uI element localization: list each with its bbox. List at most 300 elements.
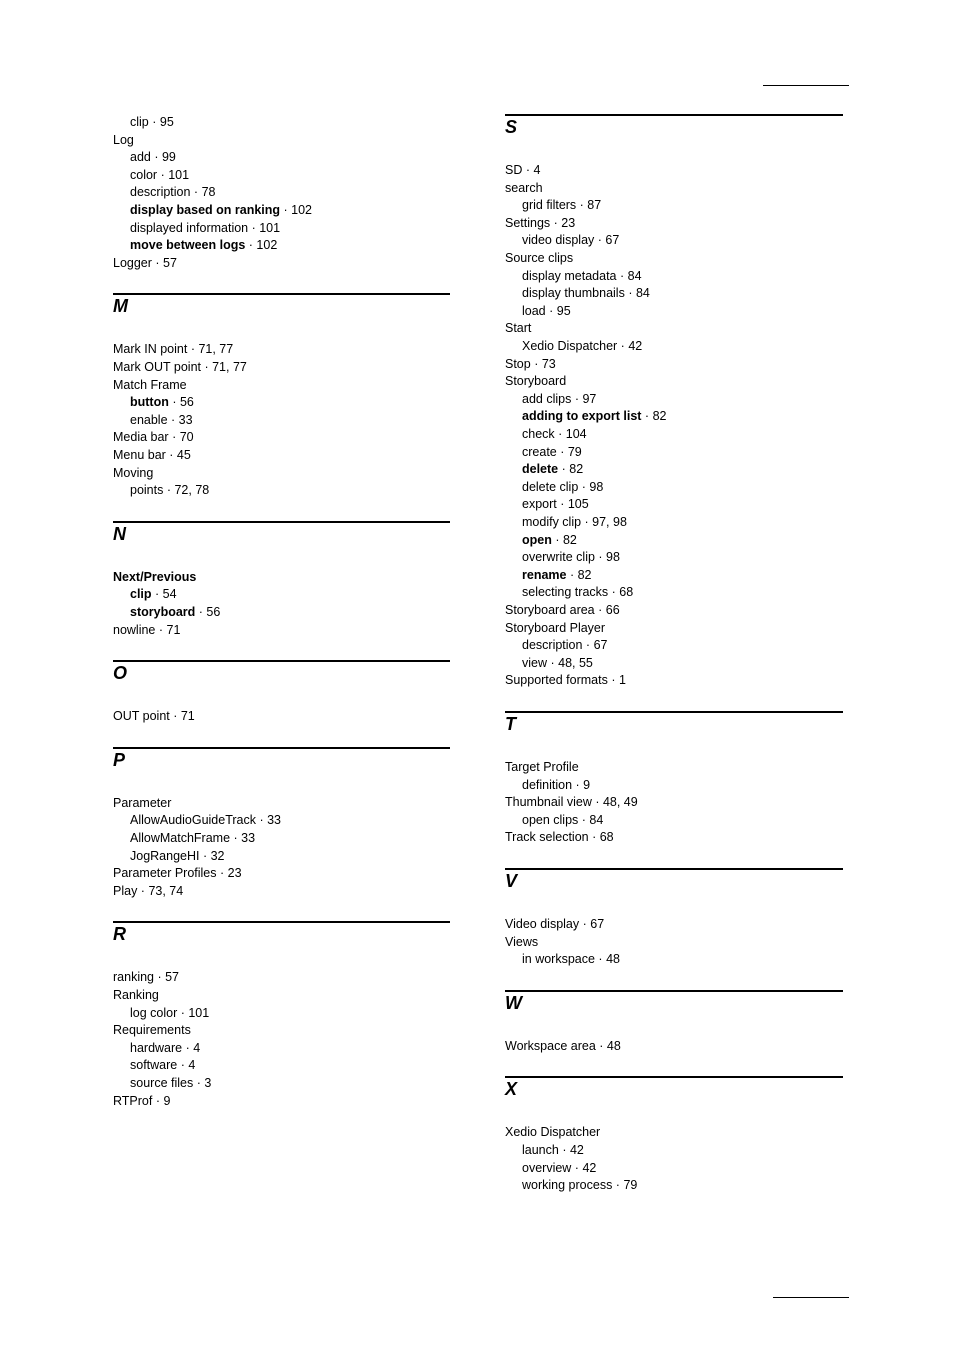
section-letter: O bbox=[113, 663, 128, 684]
index-term: RTProf bbox=[113, 1093, 153, 1108]
page-numbers: 102 bbox=[256, 238, 278, 253]
index-subentry bbox=[522, 408, 666, 425]
index-term: add clips bbox=[522, 391, 572, 406]
index-term: SD bbox=[505, 163, 523, 177]
index-term: Video display bbox=[505, 917, 580, 931]
index-subentry bbox=[522, 567, 592, 584]
page-numbers: 4 bbox=[193, 1040, 201, 1055]
index-entry bbox=[505, 373, 566, 390]
section-letter: P bbox=[113, 749, 126, 770]
page-separator: · bbox=[137, 883, 149, 898]
index-term: display thumbnails bbox=[522, 286, 625, 301]
index-entry bbox=[113, 708, 195, 725]
section-rule bbox=[505, 868, 843, 870]
index-term: move between logs bbox=[130, 238, 246, 253]
index-term: rename bbox=[522, 567, 567, 582]
section-rule bbox=[113, 921, 450, 923]
page-numbers: 9 bbox=[583, 777, 591, 792]
page-separator: · bbox=[547, 655, 559, 670]
page-numbers: 42 bbox=[582, 1160, 597, 1175]
page-separator: · bbox=[151, 587, 163, 602]
page-numbers: 23 bbox=[561, 215, 576, 230]
index-entry bbox=[113, 465, 153, 482]
page-numbers: 67 bbox=[590, 917, 605, 931]
index-subentry bbox=[522, 232, 619, 249]
page-separator: · bbox=[608, 585, 620, 600]
index-entry bbox=[113, 377, 187, 394]
page-numbers: 78 bbox=[201, 185, 216, 200]
index-term: Target Profile bbox=[505, 760, 579, 774]
index-entry bbox=[113, 795, 171, 812]
page-numbers: 79 bbox=[623, 1178, 638, 1193]
index-entry bbox=[505, 934, 538, 951]
page-numbers: 84 bbox=[627, 268, 642, 283]
footer-rule bbox=[773, 1297, 849, 1298]
index-term: Media bar bbox=[113, 430, 169, 445]
page-numbers: 71 bbox=[180, 709, 195, 724]
index-subentry bbox=[130, 604, 220, 621]
page-numbers: 82 bbox=[652, 409, 667, 424]
page-separator: · bbox=[195, 605, 207, 619]
index-subentry bbox=[522, 514, 627, 531]
page-numbers: 23 bbox=[227, 866, 242, 881]
index-term: Storyboard bbox=[505, 374, 567, 389]
page-numbers: 56 bbox=[179, 395, 194, 410]
page-separator: · bbox=[566, 567, 578, 582]
page-numbers: 56 bbox=[206, 605, 221, 619]
page-separator: · bbox=[572, 777, 584, 792]
index-term: enable bbox=[130, 412, 168, 427]
page-separator: · bbox=[576, 198, 588, 213]
index-subentry bbox=[130, 830, 255, 847]
page-numbers: 67 bbox=[593, 638, 608, 653]
index-subentry bbox=[130, 586, 177, 603]
index-subentry bbox=[130, 220, 280, 237]
index-term: Xedio Dispatcher bbox=[522, 339, 618, 353]
page-separator: · bbox=[157, 167, 169, 182]
index-term: Thumbnail view bbox=[505, 795, 592, 810]
page-separator: · bbox=[168, 395, 180, 410]
page-separator: · bbox=[187, 342, 199, 357]
page-numbers: 95 bbox=[159, 115, 174, 129]
page-numbers: 45 bbox=[176, 448, 191, 462]
index-entry bbox=[505, 916, 604, 933]
index-entry bbox=[505, 794, 638, 811]
page-separator: · bbox=[578, 479, 590, 494]
page-separator: · bbox=[594, 952, 607, 967]
page-separator: · bbox=[530, 356, 542, 371]
index-term: Supported formats bbox=[505, 673, 608, 688]
section-rule bbox=[505, 114, 843, 116]
index-subentry bbox=[130, 167, 189, 184]
index-subentry bbox=[522, 197, 601, 214]
page-separator: · bbox=[545, 303, 557, 318]
page-numbers: 98 bbox=[606, 550, 620, 565]
index-term: clip bbox=[130, 587, 152, 602]
index-term: selecting tracks bbox=[522, 585, 609, 600]
page-numbers: 9 bbox=[163, 1093, 171, 1108]
page-separator: · bbox=[571, 1160, 583, 1175]
index-term: display metadata bbox=[522, 268, 617, 283]
index-term: working process bbox=[522, 1178, 613, 1193]
page-separator: · bbox=[248, 220, 260, 235]
page-separator: · bbox=[169, 709, 181, 724]
page-numbers: 71, 77 bbox=[198, 342, 234, 357]
index-subentry bbox=[522, 285, 650, 302]
index-entry bbox=[113, 341, 233, 358]
index-term: Workspace area bbox=[505, 1038, 596, 1053]
page-numbers: 71, 77 bbox=[212, 360, 247, 374]
index-subentry bbox=[522, 655, 593, 672]
index-term: displayed information bbox=[130, 220, 249, 235]
section-letter: V bbox=[505, 871, 518, 891]
index-subentry bbox=[130, 812, 281, 829]
index-entry bbox=[113, 969, 179, 986]
index-term: AllowAudioGuideTrack bbox=[130, 813, 256, 828]
index-entry bbox=[505, 180, 543, 197]
index-term: software bbox=[130, 1058, 178, 1073]
page-separator: · bbox=[612, 1178, 624, 1193]
index-subentry bbox=[522, 637, 607, 654]
index-entry bbox=[505, 250, 573, 267]
index-entry bbox=[505, 620, 605, 637]
index-term: Stop bbox=[505, 356, 531, 371]
page-separator: · bbox=[168, 430, 180, 445]
page-separator: · bbox=[167, 412, 179, 427]
index-term: Source clips bbox=[505, 251, 574, 265]
page-numbers: 102 bbox=[291, 203, 313, 217]
index-subentry bbox=[130, 1057, 195, 1074]
page-numbers: 104 bbox=[565, 427, 587, 441]
page-numbers: 4 bbox=[188, 1058, 196, 1073]
page-numbers: 32 bbox=[210, 848, 225, 863]
index-term: export bbox=[522, 497, 557, 512]
index-term: ranking bbox=[113, 970, 154, 985]
index-term: video display bbox=[522, 233, 595, 248]
index-subentry bbox=[522, 951, 620, 968]
section-rule bbox=[505, 990, 843, 992]
page-separator: · bbox=[581, 515, 593, 529]
page-separator: · bbox=[594, 550, 607, 565]
page-separator: · bbox=[190, 185, 202, 200]
index-term: source files bbox=[130, 1076, 194, 1090]
index-term: Menu bar bbox=[113, 448, 166, 462]
page-separator: · bbox=[556, 497, 568, 512]
index-subentry bbox=[130, 848, 225, 865]
page-separator: · bbox=[550, 215, 562, 230]
index-subentry bbox=[522, 268, 642, 285]
index-subentry bbox=[522, 426, 587, 443]
index-entry bbox=[113, 132, 134, 149]
index-entry bbox=[113, 359, 247, 376]
page-separator: · bbox=[148, 115, 160, 129]
page-numbers: 87 bbox=[587, 198, 602, 213]
index-term: button bbox=[130, 395, 169, 410]
index-term: open bbox=[522, 532, 552, 547]
index-term: color bbox=[130, 167, 158, 182]
index-subentry bbox=[130, 184, 215, 201]
index-term: Xedio Dispatcher bbox=[505, 1125, 601, 1140]
page-numbers: 33 bbox=[267, 813, 281, 828]
page-numbers: 84 bbox=[635, 286, 650, 301]
index-subentry bbox=[130, 412, 193, 429]
index-subentry bbox=[522, 479, 603, 496]
index-term: storyboard bbox=[130, 605, 196, 619]
page-separator: · bbox=[579, 917, 591, 931]
page-numbers: 48 bbox=[606, 1038, 621, 1053]
index-term: delete clip bbox=[522, 479, 579, 494]
index-term: search bbox=[505, 180, 543, 195]
page-separator: · bbox=[594, 603, 606, 617]
page-numbers: 4 bbox=[533, 163, 541, 177]
page-separator: · bbox=[582, 638, 594, 653]
index-subentry bbox=[522, 812, 603, 829]
header-rule bbox=[763, 85, 849, 86]
index-term: log color bbox=[130, 1005, 178, 1020]
page-numbers: 68 bbox=[599, 830, 614, 845]
page-separator: · bbox=[182, 1040, 194, 1055]
page-numbers: 42 bbox=[628, 339, 643, 353]
index-term: in workspace bbox=[522, 952, 595, 967]
index-subentry bbox=[522, 777, 590, 794]
index-entry bbox=[113, 569, 196, 586]
index-term: modify clip bbox=[522, 515, 582, 529]
index-term: Views bbox=[505, 934, 539, 949]
section-letter: X bbox=[505, 1079, 518, 1100]
section-letter: M bbox=[113, 296, 128, 317]
index-entry bbox=[113, 883, 183, 900]
index-term: hardware bbox=[130, 1040, 183, 1055]
index-subentry bbox=[130, 149, 176, 166]
index-term: Start bbox=[505, 321, 532, 336]
page-separator: · bbox=[558, 1143, 570, 1157]
page-separator: · bbox=[551, 532, 563, 547]
page-separator: · bbox=[578, 812, 590, 827]
index-subentry bbox=[522, 532, 577, 549]
index-term: Ranking bbox=[113, 988, 159, 1002]
page-numbers: 57 bbox=[165, 970, 180, 985]
page-separator: · bbox=[152, 1093, 164, 1108]
page-numbers: 48, 49 bbox=[602, 795, 638, 810]
index-term: Parameter Profiles bbox=[113, 866, 217, 881]
page-numbers: 97, 98 bbox=[592, 515, 627, 529]
page-separator: · bbox=[163, 483, 175, 498]
index-term: Moving bbox=[113, 465, 154, 480]
index-subentry bbox=[130, 1040, 200, 1057]
page-separator: · bbox=[199, 848, 211, 863]
page-separator: · bbox=[522, 163, 534, 177]
page-separator: · bbox=[554, 427, 566, 441]
index-entry bbox=[505, 602, 620, 619]
page-numbers: 71 bbox=[166, 622, 181, 637]
page-separator: · bbox=[230, 831, 242, 845]
page-numbers: 57 bbox=[163, 255, 177, 270]
page-numbers: 95 bbox=[556, 303, 571, 318]
index-term: Logger bbox=[113, 255, 152, 270]
page-separator: · bbox=[617, 339, 629, 353]
index-term: view bbox=[522, 655, 548, 670]
page-numbers: 105 bbox=[567, 497, 589, 512]
index-term: Log bbox=[113, 132, 134, 147]
index-term: AllowMatchFrame bbox=[130, 831, 231, 845]
index-term: nowline bbox=[113, 622, 156, 637]
index-entry bbox=[505, 1038, 621, 1055]
index-entry bbox=[505, 356, 556, 373]
index-subentry bbox=[130, 1075, 211, 1092]
index-entry bbox=[113, 865, 242, 882]
page-separator: · bbox=[151, 255, 164, 270]
index-entry bbox=[505, 672, 626, 689]
index-subentry bbox=[522, 338, 642, 355]
page-separator: · bbox=[177, 1005, 189, 1020]
section-letter: R bbox=[113, 924, 126, 945]
page-numbers: 68 bbox=[619, 585, 634, 600]
section-letter: T bbox=[505, 714, 516, 734]
page-separator: · bbox=[595, 1038, 607, 1053]
page-numbers: 48 bbox=[606, 952, 620, 967]
index-subentry bbox=[522, 444, 582, 461]
page-numbers: 84 bbox=[589, 812, 604, 827]
index-term: overwrite clip bbox=[522, 550, 595, 565]
page-numbers: 48, 55 bbox=[558, 655, 593, 670]
index-entry bbox=[505, 759, 579, 776]
index-term: load bbox=[522, 303, 546, 318]
index-term: create bbox=[522, 444, 557, 459]
index-subentry bbox=[130, 394, 194, 411]
page-separator: · bbox=[641, 409, 653, 424]
page-numbers: 82 bbox=[569, 462, 584, 477]
index-term: Mark OUT point bbox=[113, 360, 201, 374]
index-subentry bbox=[522, 496, 589, 513]
index-term: launch bbox=[522, 1143, 559, 1157]
page-separator: · bbox=[216, 866, 228, 881]
index-subentry bbox=[130, 114, 174, 131]
index-term: description bbox=[130, 185, 191, 200]
page-separator: · bbox=[193, 1076, 205, 1090]
index-entry bbox=[505, 215, 575, 232]
section-letter: S bbox=[505, 117, 518, 137]
page-separator: · bbox=[624, 286, 636, 301]
index-entry bbox=[505, 1124, 600, 1141]
page-numbers: 73 bbox=[541, 356, 556, 371]
index-term: Storyboard area bbox=[505, 603, 595, 617]
index-subentry bbox=[130, 202, 312, 219]
page-numbers: 97 bbox=[582, 391, 597, 406]
index-subentry bbox=[522, 461, 583, 478]
section-letter: N bbox=[113, 523, 126, 544]
index-subentry bbox=[522, 303, 571, 320]
index-term: grid filters bbox=[522, 198, 577, 213]
page-numbers: 67 bbox=[605, 233, 620, 248]
index-term: definition bbox=[522, 777, 573, 792]
index-term: Storyboard Player bbox=[505, 620, 606, 635]
index-term: Requirements bbox=[113, 1023, 191, 1038]
index-entry bbox=[113, 429, 194, 446]
index-entry bbox=[113, 622, 180, 639]
page-numbers: 66 bbox=[605, 603, 620, 617]
page-separator: · bbox=[556, 444, 568, 459]
section-rule bbox=[113, 660, 450, 662]
page-separator: · bbox=[616, 268, 628, 283]
section-letter: W bbox=[505, 992, 522, 1013]
index-term: JogRangeHI bbox=[130, 848, 200, 863]
index-entry bbox=[113, 1022, 191, 1039]
index-subentry bbox=[522, 584, 633, 601]
section-rule bbox=[113, 293, 450, 295]
page-numbers: 99 bbox=[161, 150, 176, 165]
index-subentry bbox=[130, 482, 209, 499]
index-subentry bbox=[130, 1005, 209, 1022]
index-term: Play bbox=[113, 883, 138, 898]
index-term: Settings bbox=[505, 215, 551, 230]
page-separator: · bbox=[154, 970, 166, 985]
index-entry bbox=[505, 829, 614, 846]
page-separator: · bbox=[558, 462, 570, 477]
page-numbers: 54 bbox=[162, 587, 177, 602]
page-numbers: 82 bbox=[577, 567, 592, 582]
index-term: Mark IN point bbox=[113, 342, 188, 357]
page-numbers: 1 bbox=[618, 673, 626, 688]
page-separator: · bbox=[165, 448, 177, 462]
index-term: Track selection bbox=[505, 830, 589, 845]
page-numbers: 33 bbox=[241, 831, 256, 845]
index-term: delete bbox=[522, 462, 559, 477]
section-rule bbox=[505, 711, 843, 713]
page-numbers: 3 bbox=[204, 1076, 212, 1090]
index-entry bbox=[113, 987, 159, 1004]
index-subentry bbox=[522, 1142, 584, 1159]
index-term: add bbox=[130, 150, 151, 165]
index-subentry bbox=[522, 1160, 596, 1177]
index-entry bbox=[113, 255, 177, 272]
page-separator: · bbox=[177, 1058, 189, 1073]
index-term: Parameter bbox=[113, 795, 172, 810]
index-term: Next/Previous bbox=[113, 569, 197, 584]
page-numbers: 42 bbox=[569, 1143, 584, 1157]
index-entry bbox=[505, 162, 540, 179]
page-numbers: 70 bbox=[179, 430, 194, 445]
index-entry bbox=[505, 320, 531, 337]
index-entry bbox=[113, 447, 191, 464]
index-term: check bbox=[522, 427, 555, 441]
page-numbers: 72, 78 bbox=[174, 483, 210, 498]
page-numbers: 101 bbox=[259, 220, 281, 235]
index-term: description bbox=[522, 638, 583, 653]
index-term: adding to export list bbox=[522, 409, 642, 424]
index-term: clip bbox=[130, 115, 149, 129]
page-separator: · bbox=[588, 830, 600, 845]
page-numbers: 73, 74 bbox=[148, 883, 184, 898]
index-subentry bbox=[130, 237, 277, 254]
index-subentry bbox=[522, 549, 620, 566]
page-separator: · bbox=[150, 150, 162, 165]
index-term: open clips bbox=[522, 812, 579, 827]
page-separator: · bbox=[245, 238, 257, 253]
page-numbers: 98 bbox=[589, 479, 604, 494]
page-separator: · bbox=[571, 391, 583, 406]
index-term: OUT point bbox=[113, 709, 170, 724]
page-separator: · bbox=[591, 795, 603, 810]
index-term: Match Frame bbox=[113, 377, 187, 392]
page-numbers: 79 bbox=[567, 444, 582, 459]
section-rule bbox=[113, 747, 450, 749]
page-numbers: 101 bbox=[188, 1005, 210, 1020]
page-separator: · bbox=[155, 622, 167, 637]
index-term: overview bbox=[522, 1160, 572, 1175]
section-rule bbox=[505, 1076, 843, 1078]
page-separator: · bbox=[201, 360, 213, 374]
page-numbers: 33 bbox=[178, 412, 193, 427]
